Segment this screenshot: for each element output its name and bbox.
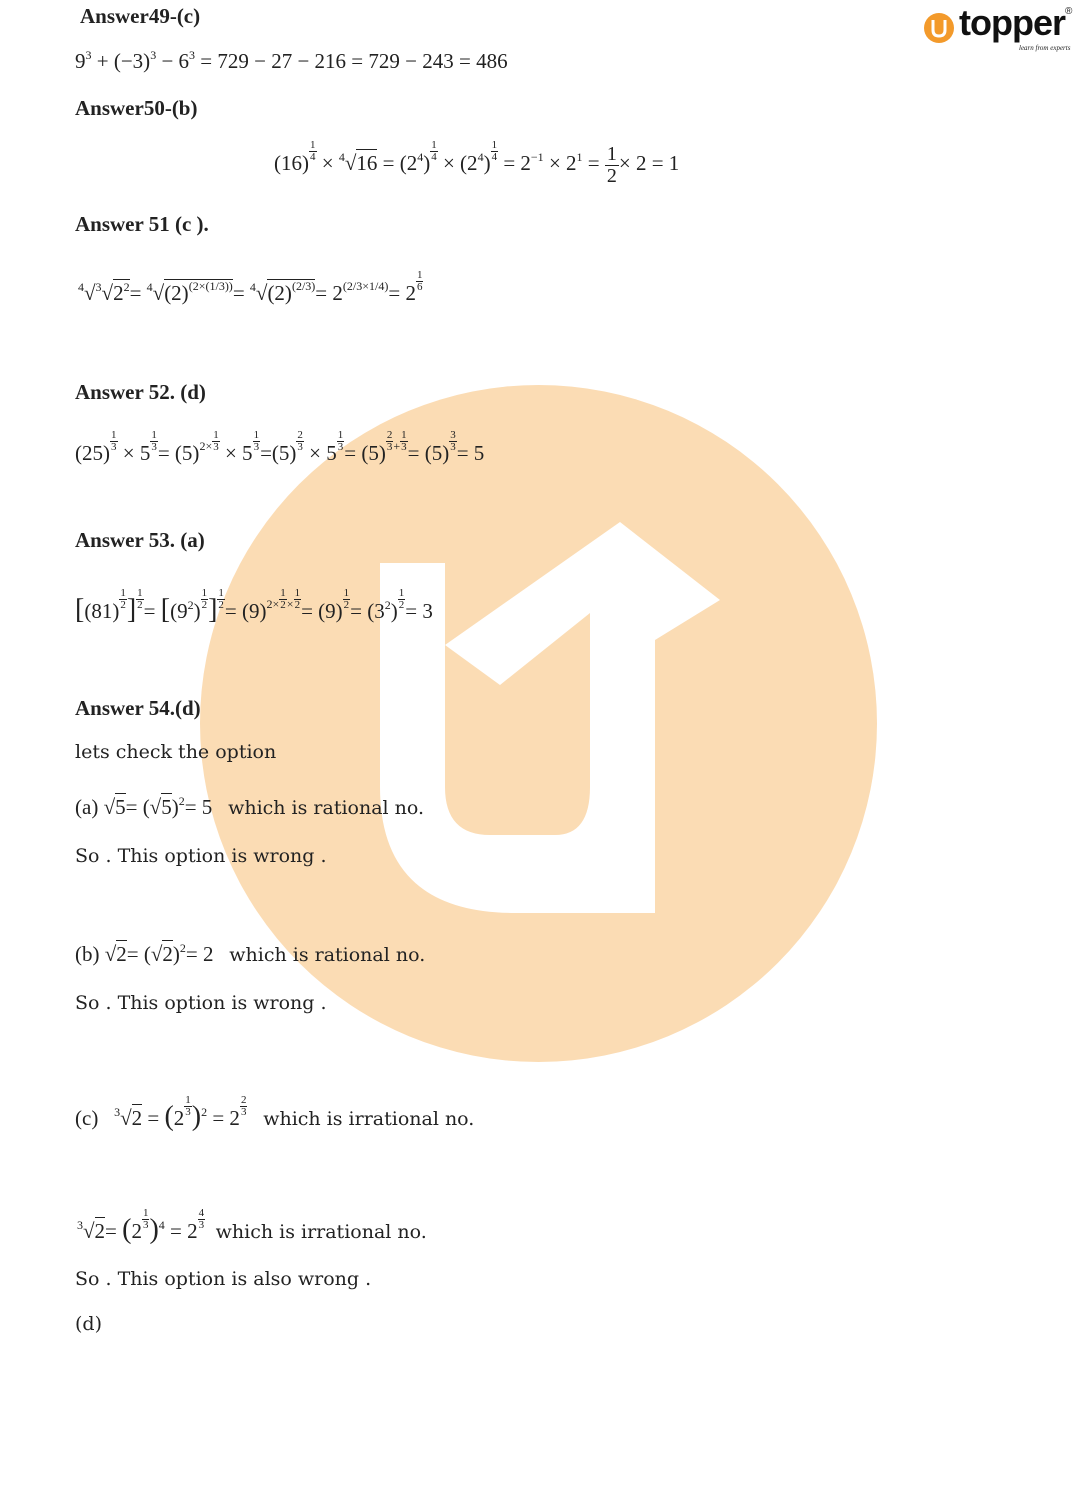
answer-50-equation: (16) $\frac{1}{4}$ × $^4√16 = (2^4)$ $\frac{1}{4}$ × $(2^4)$ $\frac{1}{4}$ = $2^{-1} \times 2^1$ = $\frac{1}{2}$ × 2 = 1 [274, 139, 680, 187]
answer-52-equation: (25) $\frac{1}{3}$ × 5 $\frac{1}{3}$ = $(5)^{2\times}$ $\frac{1}{3}$ × 5 $\frac{1}{3}$ =(5) $\frac{2}{3}$ × 5 $\frac{1}{3}$ = (5) $\frac{2}{3}$ + $\frac{1}{3}$ = (5) $\frac{3}{3}$ = 5 [75, 429, 485, 465]
option-b-conclusion: So . This option is wrong . [75, 992, 327, 1014]
brand-tagline: learn from experts [1019, 44, 1071, 52]
answer-53-heading: Answer 53. (a) [75, 528, 205, 552]
registered-mark: ® [1065, 6, 1073, 17]
answer-53-equation: [(81) $\frac{1}{2}$ ] $\frac{1}{2}$ = [$(9^2)$ $\frac{1}{2}$ ] $\frac{1}{2}$ = $(9)^{2\times}$ $\frac{1}{2}$ × $\frac{1}{2}$ = (9) $\frac{1}{2}$ = $(3^2)$ $\frac{1}{2}$ = 3 [75, 587, 433, 625]
option-c-check-cube: $^3$√2= (2 $\frac{1}{3}$ )$^4$ = 2 $\frac{4}{3}$ which is irrational no. [77, 1207, 427, 1245]
brand-name: topper [959, 2, 1065, 43]
answer-50-heading: Answer50-(b) [75, 96, 198, 120]
option-c-conclusion: So . This option is also wrong . [75, 1268, 372, 1290]
option-c-check: (c) $^3$√2 = (2 $\frac{1}{3}$ )$^2$ = 2 $\frac{2}{3}$ which is irrational no. [75, 1094, 475, 1132]
answer-49-heading: Answer49-(c) [80, 4, 201, 28]
option-a-conclusion: So . This option is wrong . [75, 845, 327, 867]
answer-54-intro: lets check the option [75, 741, 277, 763]
final-answer: (d) [75, 1313, 102, 1335]
topper-logo [923, 2, 1075, 56]
answer-54-heading: Answer 54.(d) [75, 696, 201, 720]
answer-51-equation: $^4√^3√2^2= ^4√(2)^{(2\times(1/3))}= ^4√(2)^{(2/3)}= 2^{(2/3\times 1/4)}= 2$ $\frac{1}{6}$ [78, 269, 423, 305]
answer-51-heading: Answer 51 (c ). [75, 212, 209, 236]
answer-52-heading: Answer 52. (d) [75, 380, 206, 404]
option-a-check: (a) $√5= (√5)^2= 5$ which is rational no. [75, 794, 425, 819]
answer-49-equation: $9^3 + (-3)^3 - 6^3 = 729 - 27 - 216 = 729 - 243 = 486$ [75, 48, 508, 73]
option-b-check: (b) $√2= (√2)^2= 2$ which is rational no. [75, 941, 426, 966]
